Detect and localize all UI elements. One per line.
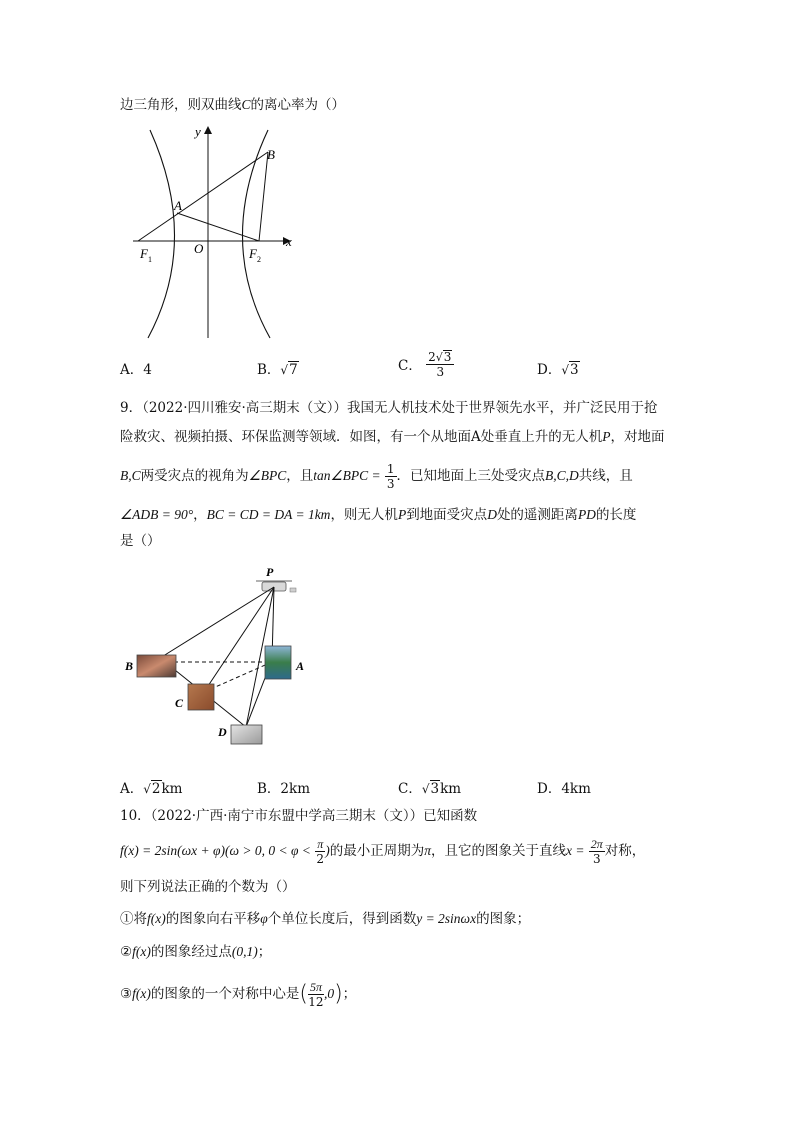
q10-line-2: f(x) = 2sin(ωx + φ)(ω > 0, 0 < φ < $\frac{\pi}{2}$ )的最小正周期为π，且它的图象关于直线x = $\frac{2\pi}{3}$ 对称，: [120, 837, 646, 866]
label-x: x: [286, 234, 292, 249]
label-f2: F: [249, 246, 257, 261]
line-b-f2: [259, 152, 268, 241]
label-f1: F: [140, 246, 148, 261]
photo-c: [188, 684, 214, 710]
label-b: B: [267, 147, 275, 162]
q8-option-a[interactable]: A．4: [120, 362, 152, 378]
photo-d: [231, 725, 262, 744]
q10-statement-2: ②f(x)的图象经过点(0,1)；: [120, 944, 272, 960]
q9-option-a[interactable]: A．√2km: [120, 781, 183, 797]
q10-line-1: 10．（2022·广西·南宁市东盟中学高三期末（文））已知函数: [120, 808, 478, 824]
y-axis-arrow: [204, 126, 212, 134]
label-f1-sub: 1: [148, 255, 152, 264]
hyperbola-left-branch: [148, 130, 175, 338]
q8-stem-tail: 边三角形，则双曲线C的离心率为（）: [120, 97, 346, 113]
q8-option-b[interactable]: B．√7: [257, 362, 298, 378]
q10-line-3: 则下列说法正确的个数为（）: [120, 879, 296, 895]
line-f1-b: [138, 152, 268, 241]
drone-icon: [256, 581, 296, 592]
q9-line-4: ∠ADB = 90°，BC = CD = DA = 1km，则无人机P到地面受灾点D处的遥测距离PD的长度: [120, 507, 637, 523]
q8-option-c[interactable]: C． $\frac{2√3}{3}$: [398, 350, 454, 378]
line-a-f2: [177, 213, 259, 241]
label-o: O: [194, 241, 204, 256]
label-a: A: [174, 198, 182, 213]
q9-line-1: 9．（2022·四川雅安·高三期末（文））我国无人机技术处于世界领先水平，并广泛民用于抢: [120, 400, 658, 416]
photo-b: [137, 655, 176, 677]
q9-line-5: 是（）: [120, 533, 161, 549]
q9-option-c[interactable]: C．√3km: [398, 781, 462, 797]
q10-statement-3: ③f(x)的图象的一个对称中心是( $\frac{5\pi}{12}$ ,0)；: [120, 980, 357, 1009]
q9-line-2: 险救灾、视频拍摄、环保监测等领域．如图，有一个从地面A处垂直上升的无人机P，对地面: [120, 429, 665, 445]
hyperbola-right-branch: [242, 130, 270, 338]
q9-option-d[interactable]: D．4km: [537, 781, 591, 797]
line-p-b: [160, 587, 274, 658]
label-f2-sub: 2: [257, 255, 261, 264]
q9-drone-figure: [120, 562, 310, 752]
label-p: P: [266, 565, 274, 579]
q9-option-b[interactable]: B．2km: [257, 781, 310, 797]
label-c: C: [175, 696, 184, 710]
q8-option-d[interactable]: D．√3: [537, 362, 579, 378]
q9-line-3: B,C两受灾点的视角为∠BPC，且tan∠BPC = $\frac{1}{3}$ ．已知地面上三处受灾点B,C,D共线，且: [120, 462, 633, 491]
label-y: y: [195, 124, 201, 139]
q8-hyperbola-figure: [128, 122, 308, 344]
label-b: B: [125, 659, 134, 673]
label-d: D: [218, 725, 227, 739]
q10-statement-1: ①将f(x)的图象向右平移φ个单位长度后，得到函数y = 2sinωx的图象；: [120, 911, 531, 927]
photo-a: [265, 646, 291, 679]
label-a: A: [296, 659, 305, 673]
